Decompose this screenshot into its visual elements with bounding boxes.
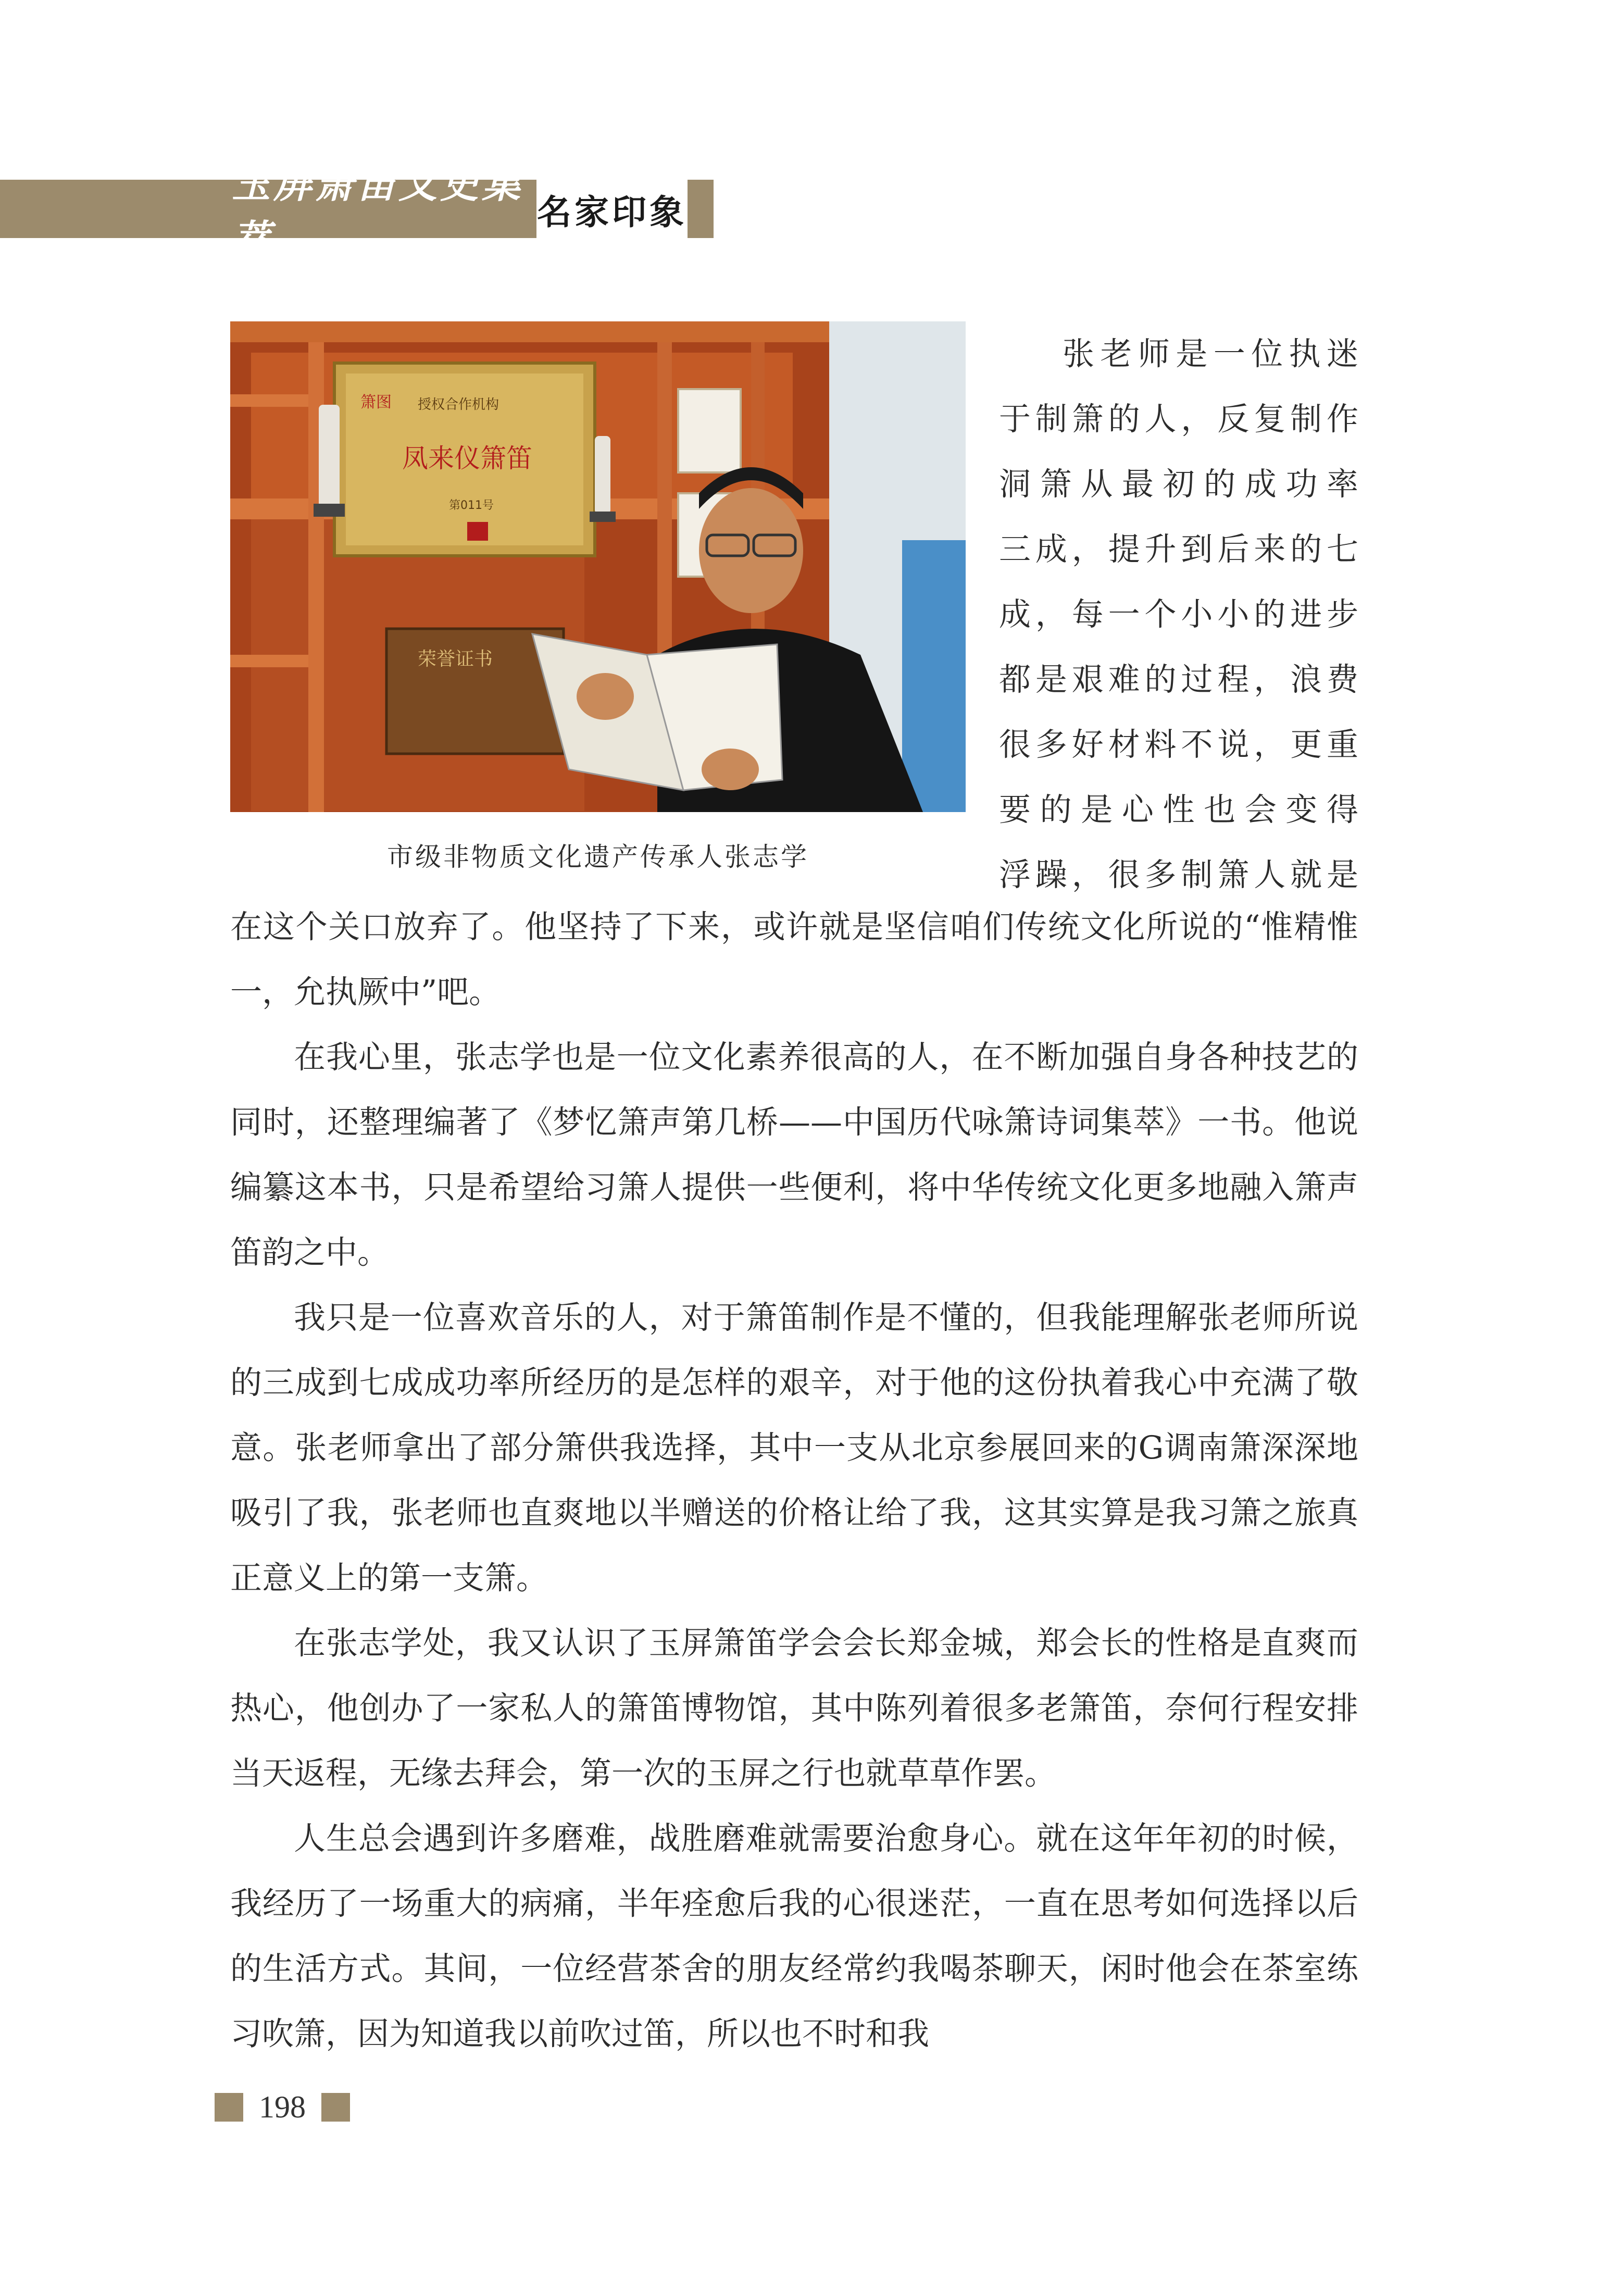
section-title: 名家印象 (536, 180, 688, 238)
paragraph: 在张志学处，我又认识了玉屏箫笛学会会长郑金城，郑会长的性格是直爽而热心，他创办了一家私人的箫笛博物馆，其中陈列着很多老箫笛，奈何行程安排当天返程，无缘去拜会，第一次的玉屏之行也就草草作罢。 (230, 1625, 1358, 1792)
paragraph: 我只是一位喜欢音乐的人，对于箫笛制作是不懂的，但我能理解张老师所说的三成到七成成功率所经历的是怎样的艰辛，对于他的这份执着我心中充满了敬意。张老师拿出了部分箫供我选择，其中一支从北京参展回来的G调南箫深深地吸引了我，张老师也直爽地以半赠送的价格让给了我，这其实算是我习箫之旅真正意义上的第一支箫。 (230, 1299, 1358, 1597)
header-tail-block (690, 180, 714, 238)
series-title: 玉屏箫笛文史集萃 (232, 162, 523, 262)
certificate-text: 荣誉证书 (418, 649, 493, 670)
side-line: 三成，提升到后来的七 (999, 531, 1358, 568)
red-seal (467, 522, 488, 541)
side-line: 要的是心性也会变得 (999, 791, 1358, 828)
plaque-number: 第011号 (449, 499, 494, 512)
page-number: 198 (259, 2089, 306, 2124)
side-line: 洞箫从最初的成功率 (999, 466, 1358, 503)
side-line: 于制箫的人，反复制作 (999, 401, 1358, 438)
running-header (0, 162, 714, 262)
plaque-line1: 授权合作机构 (418, 397, 499, 413)
folio-square-right (321, 2093, 350, 2122)
plaque-brand: 箫图 (360, 393, 392, 412)
plaque-name: 凤来仪箫笛 (402, 443, 532, 473)
side-line: 张老师是一位执迷 (1063, 335, 1358, 372)
main-body-text (230, 894, 1358, 2066)
folio-square-left (215, 2093, 243, 2122)
side-line: 成，每一个小小的进步 (999, 596, 1358, 633)
side-line: 都是艰难的过程，浪费 (999, 661, 1358, 698)
photo-caption: 市级非物质文化遗产传承人张志学 (387, 842, 809, 872)
page-footer (215, 2089, 350, 2125)
side-line: 很多好材料不说，更重 (999, 726, 1358, 763)
portrait-photo (230, 321, 966, 812)
paragraph: 在这个关口放弃了。他坚持了下来，或许就是坚信咱们传统文化所说的“惟精惟一，允执厥中”吧。 (230, 908, 1358, 1011)
paragraph: 在我心里，张志学也是一位文化素养很高的人，在不断加强自身各种技艺的同时，还整理编著了《梦忆箫声第几桥——中国历代咏箫诗词集萃》一书。他说编纂这本书，只是希望给习箫人提供一些便利，将中华传统文化更多地融入箫声笛韵之中。 (230, 1039, 1358, 1271)
side-line: 浮躁，很多制箫人就是 (999, 856, 1358, 893)
paragraph: 人生总会遇到许多磨难，战胜磨难就需要治愈身心。就在这年年初的时候，我经历了一场重大的病痛，半年痊愈后我的心很迷茫，一直在思考如何选择以后的生活方式。其间，一位经营茶舍的朋友经常约我喝茶聊天，闲时他会在茶室练习吹箫，因为知道我以前吹过笛，所以也不时和我 (230, 1820, 1358, 2052)
